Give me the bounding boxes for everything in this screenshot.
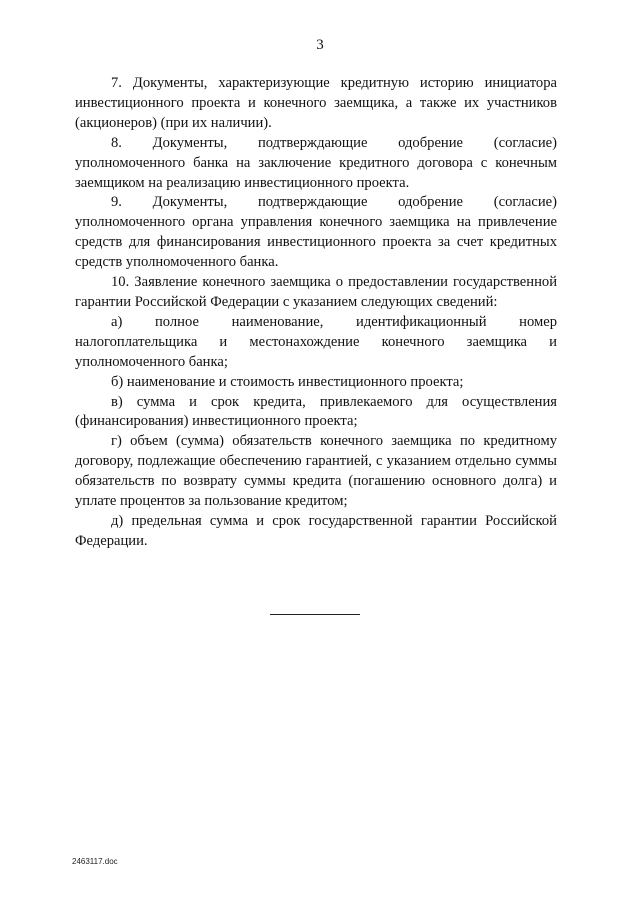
paragraph-item-7: 7. Документы, характеризующие кредитную историю инициатора инвестиционного проекта и конечного заемщика, а также их участников (акционеров) (при их наличии).: [75, 75, 557, 131]
paragraph-subitem-b: б) наименование и стоимость инвестиционного проекта;: [111, 373, 464, 390]
paragraph-subitem-g: г) объем (сумма) обязательств конечного заемщика по кредитному договору, подлежащие обеспечению гарантией, с указанием отдельно суммы обязательств по возврату суммы кредита (погашению основного долга) и уплате процентов за пользование кредитом;: [75, 433, 557, 510]
paragraph-subitem-v: в) сумма и срок кредита, привлекаемого для осуществления (финансирования) инвестиционного проекта;: [75, 393, 557, 430]
paragraph-subitem-d: д) предельная сумма и срок государственной гарантии Российской Федерации.: [75, 512, 557, 549]
paragraph-item-10: 10. Заявление конечного заемщика о предоставлении государственной гарантии Российской Федерации с указанием следующих сведений:: [75, 274, 557, 310]
end-separator-line: [270, 614, 360, 615]
file-identifier: 2463117.doc: [72, 857, 118, 866]
paragraph-item-9: 9. Документы, подтверждающие одобрение (согласие) уполномоченного органа управления конечного заемщика на привлечение средств для финансирования инвестиционного проекта за счет кредитных средств уполномоченного банка.: [75, 194, 557, 271]
document-body: [75, 74, 557, 552]
paragraph-subitem-a: а) полное наименование, идентификационный номер налогоплательщика и местонахождение конечного заемщика и уполномоченного банка;: [75, 313, 557, 370]
paragraph-item-8: 8. Документы, подтверждающие одобрение (согласие) уполномоченного банка на заключение кредитного договора с конечным заемщиком на реализацию инвестиционного проекта.: [75, 134, 557, 191]
page-number: 3: [316, 37, 324, 53]
